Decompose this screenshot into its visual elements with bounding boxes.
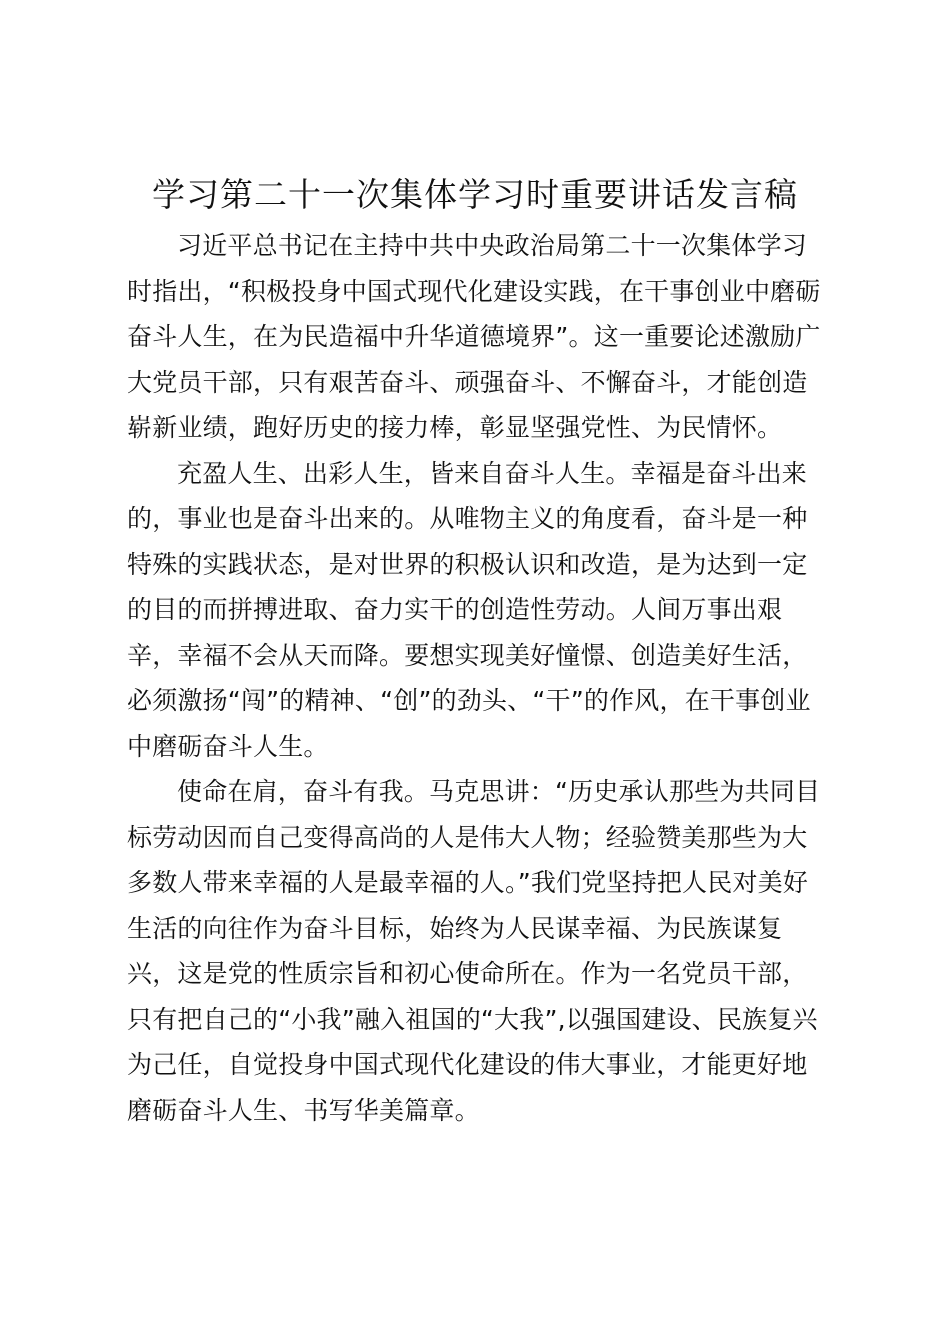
paragraph-2 bbox=[127, 451, 830, 770]
paragraph-line: 崭新业绩，跑好历史的接力棒，彰显坚强党性、为民情怀。 bbox=[127, 413, 783, 442]
paragraph-line: 使命在肩，奋斗有我。马克思讲：“历史承认那些为共同目 bbox=[177, 777, 821, 806]
paragraph-line: 辛，幸福不会从天而降。要想实现美好憧憬、创造美好生活， bbox=[127, 640, 808, 670]
paragraph-line: 只有把自己的“小我”融入祖国的“大我”,以强国建设、民族复兴 bbox=[127, 1004, 818, 1034]
paragraph-line: 的，事业也是奋斗出来的。从唯物主义的角度看，奋斗是一种 bbox=[127, 504, 808, 533]
paragraph-line: 中磨砺奋斗人生。 bbox=[127, 731, 329, 761]
paragraph-line: 大党员干部，只有艰苦奋斗、顽强奋斗、不懈奋斗，才能创造 bbox=[127, 367, 808, 397]
paragraph-line: 充盈人生、出彩人生，皆来自奋斗人生。幸福是奋斗出来 bbox=[177, 458, 808, 488]
paragraph-3 bbox=[127, 769, 830, 1133]
paragraph-line: 磨砺奋斗人生、书写华美篇章。 bbox=[127, 1095, 480, 1125]
paragraph-line: 的目的而拼搏进取、奋力实干的创造性劳动。人间万事出艰 bbox=[127, 595, 783, 624]
paragraph-line: 多数人带来幸福的人是最幸福的人。”我们党坚持把人民对美好 bbox=[127, 868, 809, 897]
paragraph-line: 标劳动因而自己变得高尚的人是伟大人物；经验赞美那些为大 bbox=[127, 822, 808, 852]
paragraph-line: 习近平总书记在主持中共中央政治局第二十一次集体学习 bbox=[177, 231, 808, 260]
document-title: 学习第二十一次集体学习时重要讲话发言稿 bbox=[152, 175, 798, 214]
paragraph-line: 兴，这是党的性质宗旨和初心使命所在。作为一名党员干部， bbox=[127, 959, 808, 988]
paragraph-line: 必须激扬“闯”的精神、“创”的劲头、“干”的作风，在干事创业 bbox=[127, 686, 811, 715]
paragraph-line: 奋斗人生，在为民造福中升华道德境界”。这一重要论述激励广 bbox=[127, 322, 821, 351]
paragraph-line: 时指出，“积极投身中国式现代化建设实践，在干事创业中磨砺 bbox=[127, 276, 821, 306]
paragraph-line: 为己任，自觉投身中国式现代化建设的伟大事业，才能更好地 bbox=[127, 1050, 808, 1079]
paragraph-1 bbox=[127, 223, 830, 451]
paragraph-line: 生活的向往作为奋斗目标，始终为人民谋幸福、为民族谋复 bbox=[127, 913, 783, 943]
paragraph-line: 特殊的实践状态，是对世界的积极认识和改造，是为达到一定 bbox=[127, 549, 808, 579]
document-body bbox=[127, 223, 830, 1133]
